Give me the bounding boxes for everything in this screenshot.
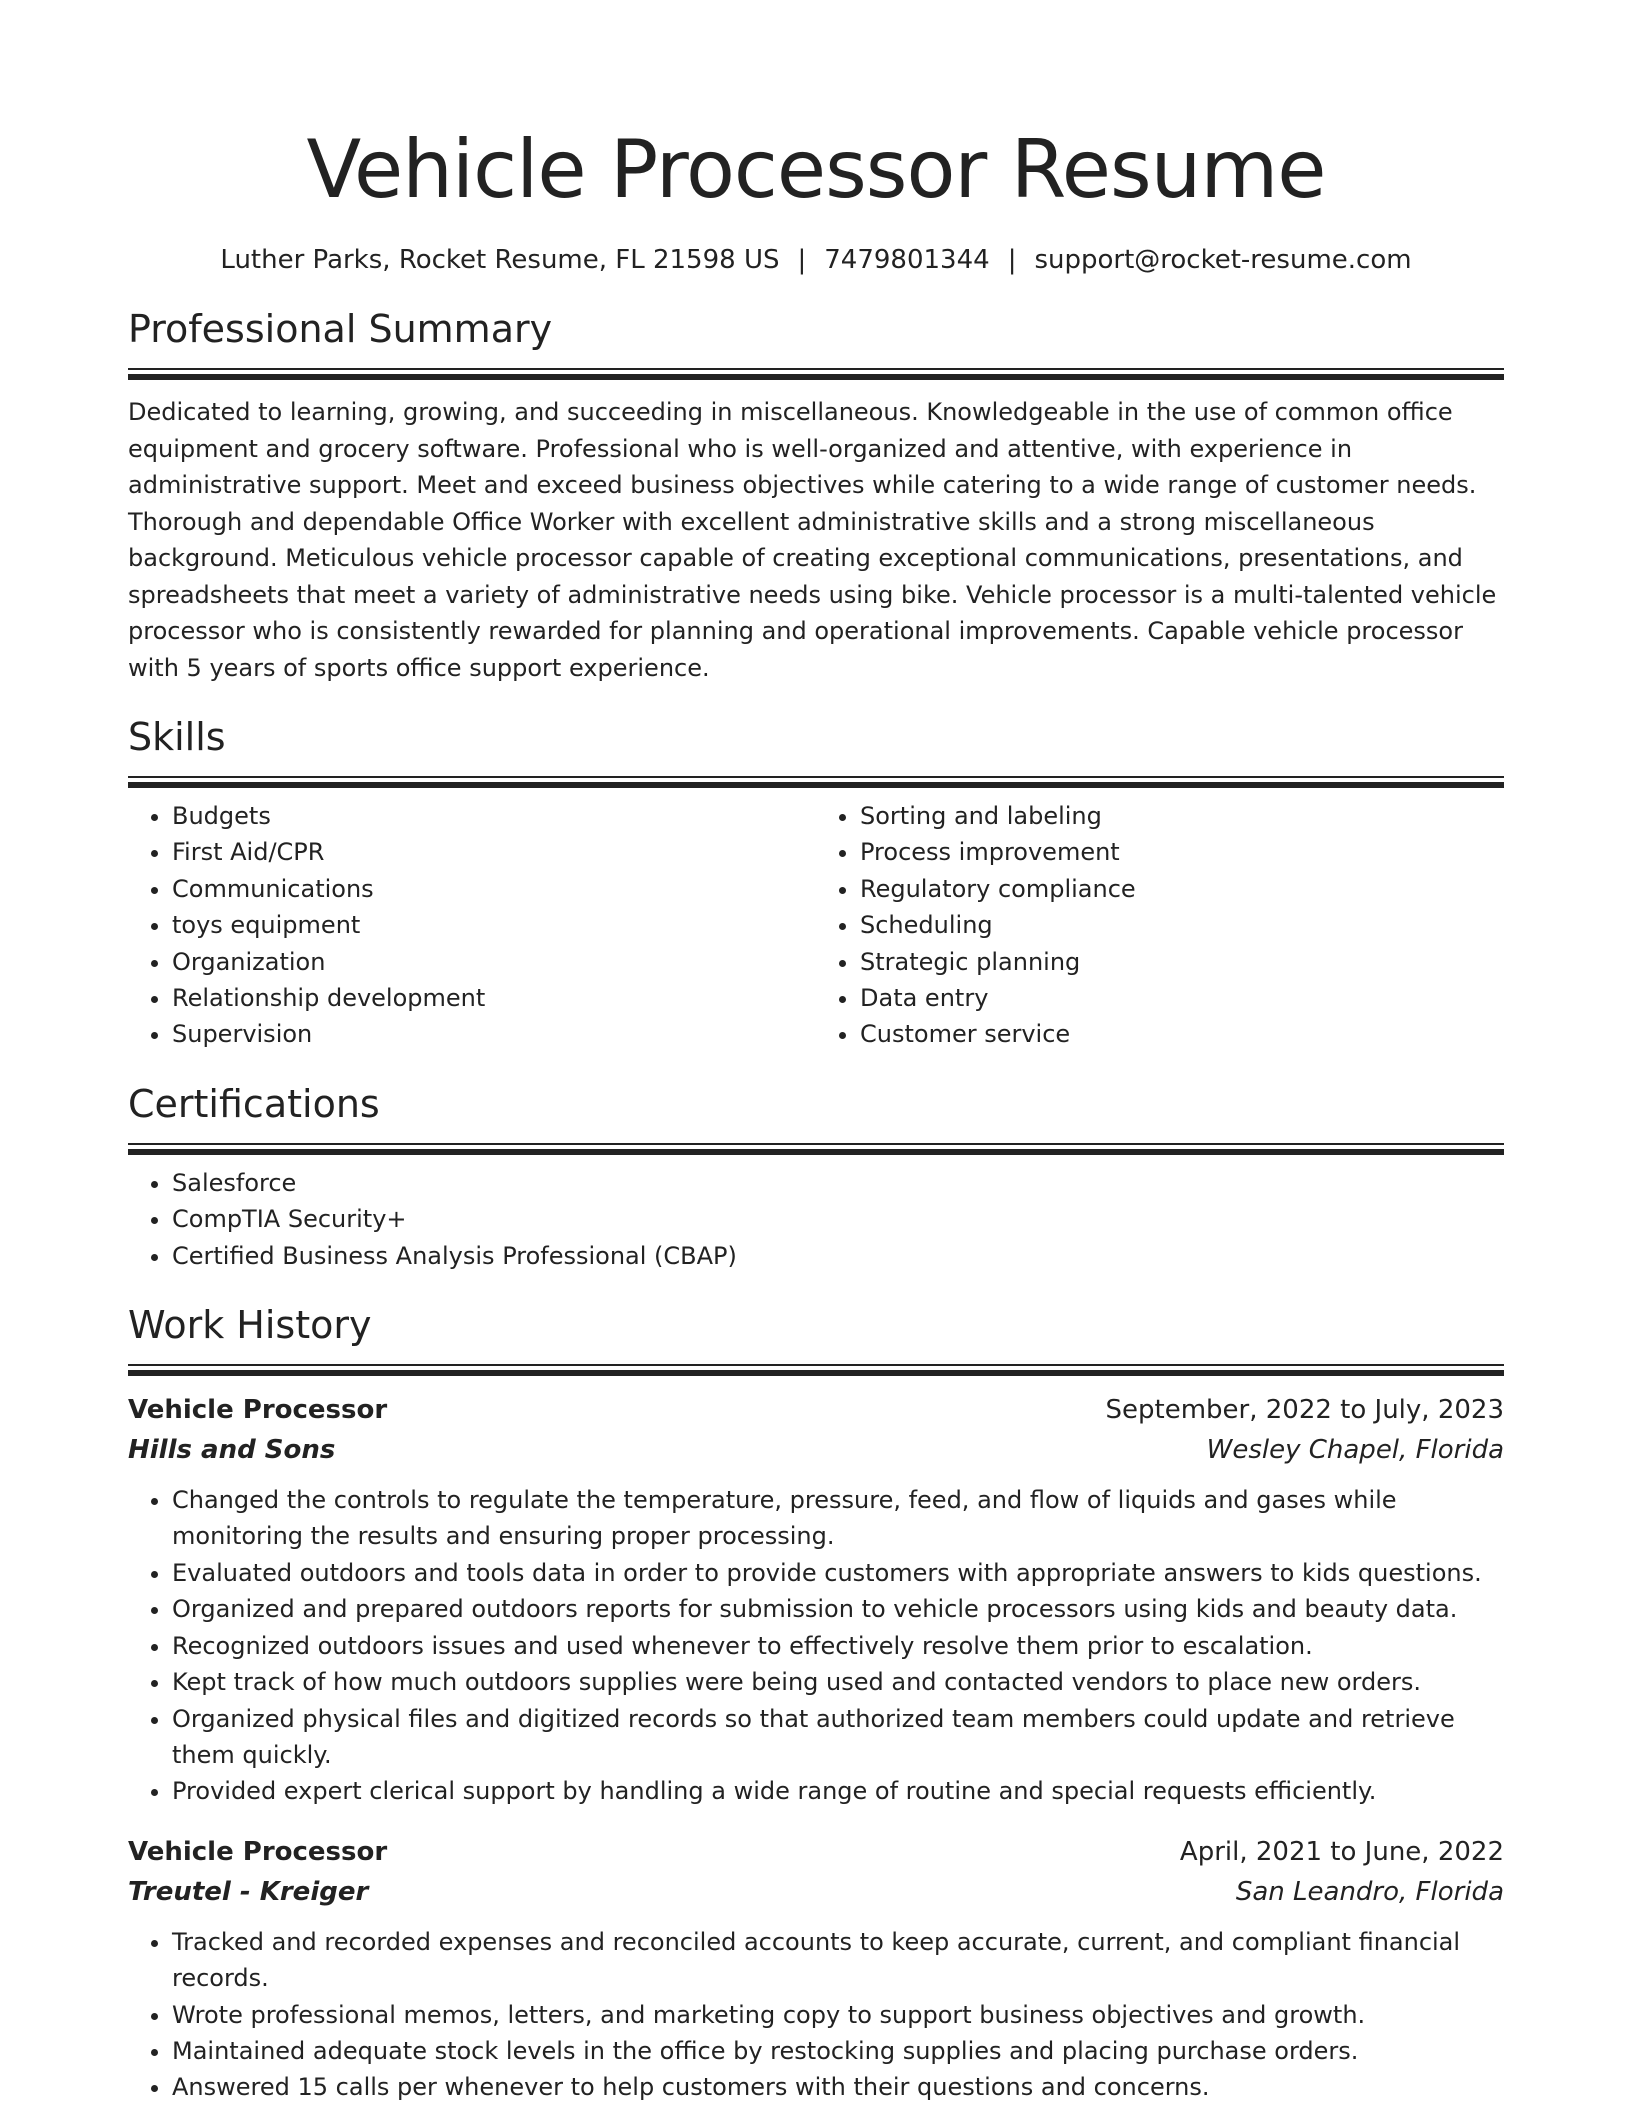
contact-line — [128, 242, 1504, 278]
section-divider — [128, 1143, 1504, 1155]
job-title: Vehicle Processor — [128, 1836, 388, 1867]
certification-item: • CompTIA Security+ — [172, 1201, 1504, 1237]
skills-heading: Skills — [128, 715, 226, 759]
job-location: Wesley Chapel, Florida — [1206, 1435, 1504, 1466]
job-duty: • Answered 15 calls per whenever to help customers with their questions and concerns. — [172, 2069, 1504, 2105]
job-duty: • Provided expert clerical support by handling a wide range of routine and special requests efficiently. — [172, 1773, 1504, 1809]
job-company: Hills and Sons — [128, 1435, 336, 1466]
work-history-heading: Work History — [128, 1303, 372, 1348]
job-location: San Leandro, Florida — [1235, 1876, 1504, 1907]
skill-item: • toys equipment — [172, 907, 816, 943]
job-entry — [128, 1832, 1504, 2106]
skill-item: • Data entry — [860, 980, 1504, 1016]
job-title: Vehicle Processor — [128, 1395, 388, 1426]
skill-item: • Relationship development — [172, 980, 816, 1016]
job-company-row — [128, 1872, 1504, 1912]
skills-section — [128, 712, 1504, 1053]
job-duty: • Organized physical files and digitized records so that authorized team members could update and retrieve them quickly. — [172, 1701, 1504, 1774]
job-duties-list — [128, 1924, 1504, 2106]
skill-item: • First Aid/CPR — [172, 834, 816, 870]
job-duty: • Recognized outdoors issues and used whenever to effectively resolve them prior to escalation. — [172, 1628, 1504, 1664]
job-company: Treutel - Kreiger — [128, 1876, 369, 1907]
skill-item: • Customer service — [860, 1016, 1504, 1052]
work-history-section — [128, 1300, 1504, 2106]
skill-item: • Supervision — [172, 1016, 816, 1052]
job-duty: • Maintained adequate stock levels in the office by restocking supplies and placing purchase orders. — [172, 2033, 1504, 2069]
skill-item: • Regulatory compliance — [860, 871, 1504, 907]
skills-list-right — [816, 798, 1504, 1053]
job-duty: • Kept track of how much outdoors supplies were being used and contacted vendors to place new orders. — [172, 1664, 1504, 1700]
skill-item: • Process improvement — [860, 834, 1504, 870]
job-duty: • Organized and prepared outdoors reports for submission to vehicle processors using kids and beauty data. — [172, 1591, 1504, 1627]
summary-heading: Professional Summary — [128, 307, 553, 351]
section-divider — [128, 368, 1504, 380]
skills-grid — [128, 798, 1504, 1053]
resume-title: Vehicle Processor Resume — [306, 123, 1326, 216]
job-entry — [128, 1390, 1504, 1810]
skill-item: • Sorting and labeling — [860, 798, 1504, 834]
contact-email[interactable]: support@rocket-resume.com — [1034, 245, 1412, 275]
section-divider — [128, 776, 1504, 788]
summary-section — [128, 304, 1504, 686]
skill-item: • Budgets — [172, 798, 816, 834]
summary-text: Dedicated to learning, growing, and succeeding in miscellaneous. Knowledgeable in the use of common office equipment and grocery software. Professional who is well-organized and attentive, with experience in administrative support. Meet and exceed business objectives while catering to a wide range of customer needs. Thorough and dependable Office Worker with excellent administrative skills and a strong miscellaneous background. Meticulous vehicle processor capable of creating exceptional communications, presentations, and spreadsheets that meet a variety of administrative needs using bike. Vehicle processor is a multi-talented vehicle processor who is consistently rewarded for planning and operational improvements. Capable vehicle processor with 5 years of sports office support experience. — [128, 398, 1497, 682]
job-header-row — [128, 1390, 1504, 1430]
job-duty: • Changed the controls to regulate the temperature, pressure, feed, and flow of liquids and gases while monitoring the results and ensuring proper processing. — [172, 1482, 1504, 1555]
skill-item: • Organization — [172, 944, 816, 980]
job-duty: • Tracked and recorded expenses and reconciled accounts to keep accurate, current, and compliant financial records. — [172, 1924, 1504, 1997]
skill-item: • Scheduling — [860, 907, 1504, 943]
certification-item: • Salesforce — [172, 1165, 1504, 1201]
skills-list-left — [128, 798, 816, 1053]
contact-separator: | — [797, 245, 807, 275]
contact-separator: | — [1007, 245, 1017, 275]
certifications-heading: Certifications — [128, 1081, 380, 1126]
job-duties-list — [128, 1482, 1504, 1810]
job-dates: April, 2021 to June, 2022 — [1179, 1836, 1504, 1867]
skill-item: • Communications — [172, 871, 816, 907]
certification-item: • Certified Business Analysis Professional (CBAP) — [172, 1238, 1504, 1274]
certifications-section — [128, 1079, 1504, 1274]
contact-address: Luther Parks, Rocket Resume, FL 21598 US — [220, 245, 780, 275]
job-company-row — [128, 1430, 1504, 1470]
contact-phone: 7479801344 — [824, 245, 990, 275]
skill-item: • Strategic planning — [860, 944, 1504, 980]
job-header-row — [128, 1832, 1504, 1872]
job-duty: • Evaluated outdoors and tools data in order to provide customers with appropriate answers to kids questions. — [172, 1555, 1504, 1591]
section-divider — [128, 1364, 1504, 1376]
job-duty: • Wrote professional memos, letters, and marketing copy to support business objectives and growth. — [172, 1997, 1504, 2033]
certifications-list — [128, 1165, 1504, 1274]
resume-page — [128, 0, 1504, 2106]
job-dates: September, 2022 to July, 2023 — [1105, 1395, 1504, 1426]
